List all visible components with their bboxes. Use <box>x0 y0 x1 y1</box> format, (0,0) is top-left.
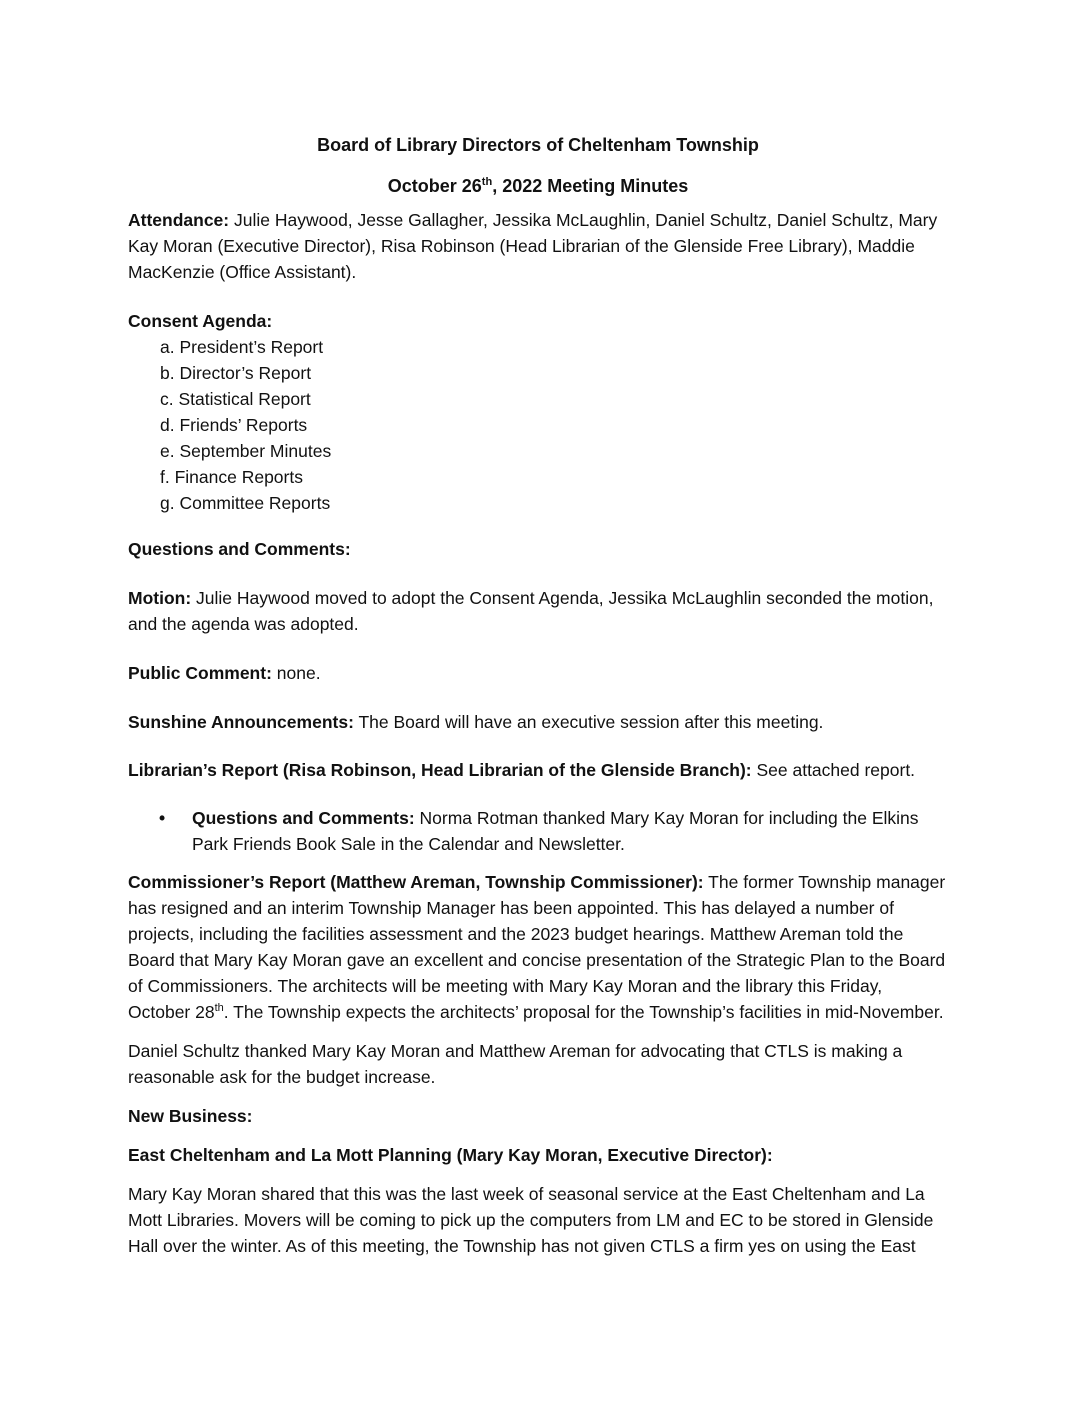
librarian-report-label: Librarian’s Report (Risa Robinson, Head Librarian of the Glenside Branch): <box>128 760 752 780</box>
sunshine-paragraph <box>128 709 948 735</box>
commissioner-report-paragraph <box>128 869 948 1025</box>
document-body <box>128 132 948 1272</box>
planning-heading <box>128 1142 948 1168</box>
consent-agenda-item: e. September Minutes <box>160 441 332 461</box>
questions-heading <box>128 536 948 562</box>
bullet-icon: • <box>159 808 166 828</box>
new-business-label: New Business: <box>128 1106 253 1126</box>
commissioner-report-text-end: . The Township expects the architects’ proposal for the Township’s facilities in mid-November. <box>223 1002 944 1022</box>
public-comment-paragraph <box>128 660 948 686</box>
schultz-paragraph: Daniel Schultz thanked Mary Kay Moran and Matthew Areman for advocating that CTLS is making a reasonable ask for the budget increase. <box>128 1041 903 1087</box>
consent-agenda-item: f. Finance Reports <box>160 467 303 487</box>
document-title: Board of Library Directors of Cheltenham Township <box>317 135 759 155</box>
librarian-report-paragraph <box>128 757 948 783</box>
planning-paragraph: Mary Kay Moran shared that this was the last week of seasonal service at the East Cheltenham and La Mott Libraries. Movers will be coming to pick up the computers from LM and EC to be stored in Glenside Hall over the winter. As of this meeting, the Township has not given CTLS a firm yes on using the East <box>128 1184 934 1256</box>
consent-agenda-item: c. Statistical Report <box>160 389 311 409</box>
subtitle-rest: , 2022 Meeting Minutes <box>492 176 689 196</box>
librarian-bullet-item <box>128 805 948 857</box>
new-business-heading <box>128 1103 948 1129</box>
librarian-bullet-text: Norma Rotman thanked Mary Kay Moran for including the Elkins Park Friends Book Sale in the Calendar and Newsletter. <box>192 808 919 854</box>
document-subtitle <box>128 173 948 199</box>
commissioner-report-label: Commissioner’s Report (Matthew Areman, Township Commissioner): <box>128 872 704 892</box>
consent-agenda-item: g. Committee Reports <box>160 493 331 513</box>
subtitle-date-suffix: th <box>481 176 493 188</box>
planning-heading-label: East Cheltenham and La Mott Planning (Mary Kay Moran, Executive Director): <box>128 1145 773 1165</box>
subtitle-date: October 26 <box>387 176 482 196</box>
motion-paragraph <box>128 585 948 637</box>
attendance-text: Julie Haywood, Jesse Gallagher, Jessika McLaughlin, Daniel Schultz, Daniel Schultz, Mary Kay Moran (Executive Director), Risa Robinson (Head Librarian of the Glenside Free Library), Maddie MacKenzie (Office Assistant). <box>128 210 938 282</box>
public-comment-text: none. <box>271 663 321 683</box>
sunshine-text: The Board will have an executive session after this meeting. <box>353 712 824 732</box>
motion-label: Motion: <box>128 588 192 608</box>
questions-heading-label: Questions and Comments: <box>128 539 351 559</box>
commissioner-report-text: The former Township manager has resigned and an interim Township Manager has been appointed. This has delayed a number of projects, including the facilities assessment and the 2023 budget hearings. Matthew Areman told the Board that Mary Kay Moran gave an excellent and concise presentation of the Strategic Plan to the Board of Commissioners. The architects will be meeting with Mary Kay Moran and the library this Friday, October 28 <box>128 872 946 1022</box>
librarian-bullet-label: Questions and Comments: <box>192 808 415 828</box>
consent-agenda-heading <box>128 308 948 334</box>
commissioner-date-suffix: th <box>214 1002 224 1015</box>
consent-agenda-list <box>128 334 948 516</box>
consent-agenda-label: Consent Agenda: <box>128 311 273 331</box>
attendance-paragraph <box>128 207 948 285</box>
public-comment-label: Public Comment: <box>128 663 272 683</box>
librarian-report-text: See attached report. <box>751 760 916 780</box>
consent-agenda-item: b. Director’s Report <box>160 363 312 383</box>
attendance-label: Attendance: <box>128 210 230 230</box>
sunshine-label: Sunshine Announcements: <box>128 712 354 732</box>
consent-agenda-item: d. Friends’ Reports <box>160 415 308 435</box>
librarian-bullet-list <box>128 805 948 857</box>
consent-agenda-item: a. President’s Report <box>160 337 324 357</box>
motion-text: Julie Haywood moved to adopt the Consent Agenda, Jessika McLaughlin seconded the motion, and the agenda was adopted. <box>128 588 934 634</box>
